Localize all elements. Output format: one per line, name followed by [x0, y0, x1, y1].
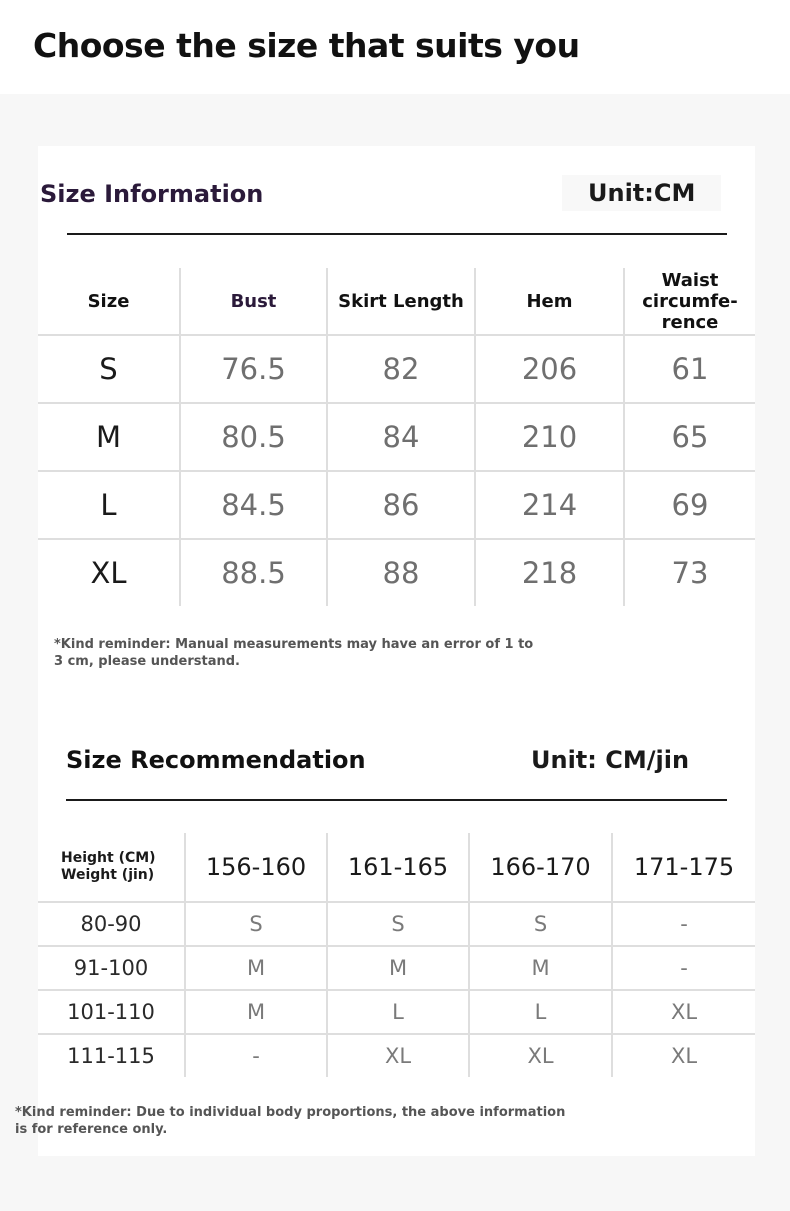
size-rec-unit: Unit: CM/jin	[531, 746, 690, 774]
corner-height-label: Height (CM)	[61, 850, 156, 866]
height-header: 156-160	[185, 833, 327, 902]
col-header-skirt-length: Skirt Length	[327, 268, 475, 335]
size-cell: XL	[38, 539, 180, 606]
waist-cell: 69	[624, 471, 755, 539]
size-rec-title: Size Recommendation	[66, 746, 366, 774]
bust-cell: 84.5	[180, 471, 327, 539]
table-row	[38, 471, 755, 539]
table-row	[38, 990, 755, 1034]
weight-cell: 91-100	[38, 946, 185, 990]
height-header: 171-175	[612, 833, 755, 902]
table-row	[38, 403, 755, 471]
size-cell: L	[38, 471, 180, 539]
page-header	[0, 0, 790, 94]
weight-cell: 111-115	[38, 1034, 185, 1077]
page-title: Choose the size that suits you	[33, 26, 580, 65]
weight-cell: 101-110	[38, 990, 185, 1034]
size-info-unit: Unit:CM	[562, 175, 721, 211]
size-rec-divider	[66, 799, 727, 801]
size-cell: M	[38, 403, 180, 471]
rec-size-cell: XL	[670, 1044, 698, 1068]
col-header-size: Size	[38, 268, 180, 335]
table-row	[38, 902, 755, 946]
size-info-note: *Kind reminder: Manual measurements may have an error of 1 to 3 cm, please understand.	[54, 637, 534, 669]
bust-cell: 76.5	[180, 335, 327, 403]
corner-weight-label: Weight (jin)	[61, 867, 155, 883]
size-cell: S	[38, 335, 180, 403]
hem-cell: 214	[475, 471, 624, 539]
size-rec-table	[38, 833, 755, 1077]
size-info-table	[38, 268, 755, 606]
skirt-length-cell: 88	[327, 539, 475, 606]
size-info-divider	[67, 233, 727, 235]
rec-size-cell: -	[612, 902, 755, 946]
rec-size-cell: XL	[327, 1034, 469, 1077]
size-rec-header-row	[38, 833, 755, 902]
rec-size-cell: M	[327, 946, 469, 990]
hem-cell: 218	[475, 539, 624, 606]
rec-size-cell: M	[185, 990, 327, 1034]
height-weight-corner	[38, 833, 185, 902]
skirt-length-cell: 86	[327, 471, 475, 539]
rec-size-cell: -	[185, 1034, 327, 1077]
rec-size-cell: XL	[469, 1034, 612, 1077]
hem-cell: 206	[475, 335, 624, 403]
waist-cell: 65	[624, 403, 755, 471]
rec-size-cell: S	[185, 902, 327, 946]
size-card	[38, 146, 755, 1156]
rec-size-cell: S	[469, 902, 612, 946]
rec-size-cell: XL	[612, 990, 755, 1034]
table-row	[38, 1034, 755, 1077]
table-row	[38, 946, 755, 990]
weight-cell: 80-90	[38, 902, 185, 946]
size-rec-note: *Kind reminder: Due to individual body proportions, the above information is for reference only.	[15, 1105, 566, 1137]
skirt-length-cell: 84	[327, 403, 475, 471]
col-header-hem: Hem	[475, 268, 624, 335]
col-header-waist: Waist circumfe-rence	[624, 268, 755, 335]
table-row	[38, 335, 755, 403]
rec-size-cell: -	[612, 946, 755, 990]
bust-cell: 88.5	[180, 539, 327, 606]
table-row	[38, 539, 755, 606]
skirt-length-cell: 82	[327, 335, 475, 403]
rec-size-cell: M	[469, 946, 612, 990]
rec-size-cell: S	[327, 902, 469, 946]
bust-cell: 80.5	[180, 403, 327, 471]
rec-size-cell: M	[185, 946, 327, 990]
col-header-bust: Bust	[180, 268, 327, 335]
height-header: 161-165	[327, 833, 469, 902]
hem-cell: 210	[475, 403, 624, 471]
height-header: 166-170	[469, 833, 612, 902]
size-info-title: Size Information	[40, 180, 264, 208]
size-info-header-row	[38, 268, 755, 335]
rec-size-cell: L	[469, 990, 612, 1034]
waist-cell: 61	[624, 335, 755, 403]
rec-size-cell: L	[327, 990, 469, 1034]
waist-cell: 73	[671, 556, 709, 590]
